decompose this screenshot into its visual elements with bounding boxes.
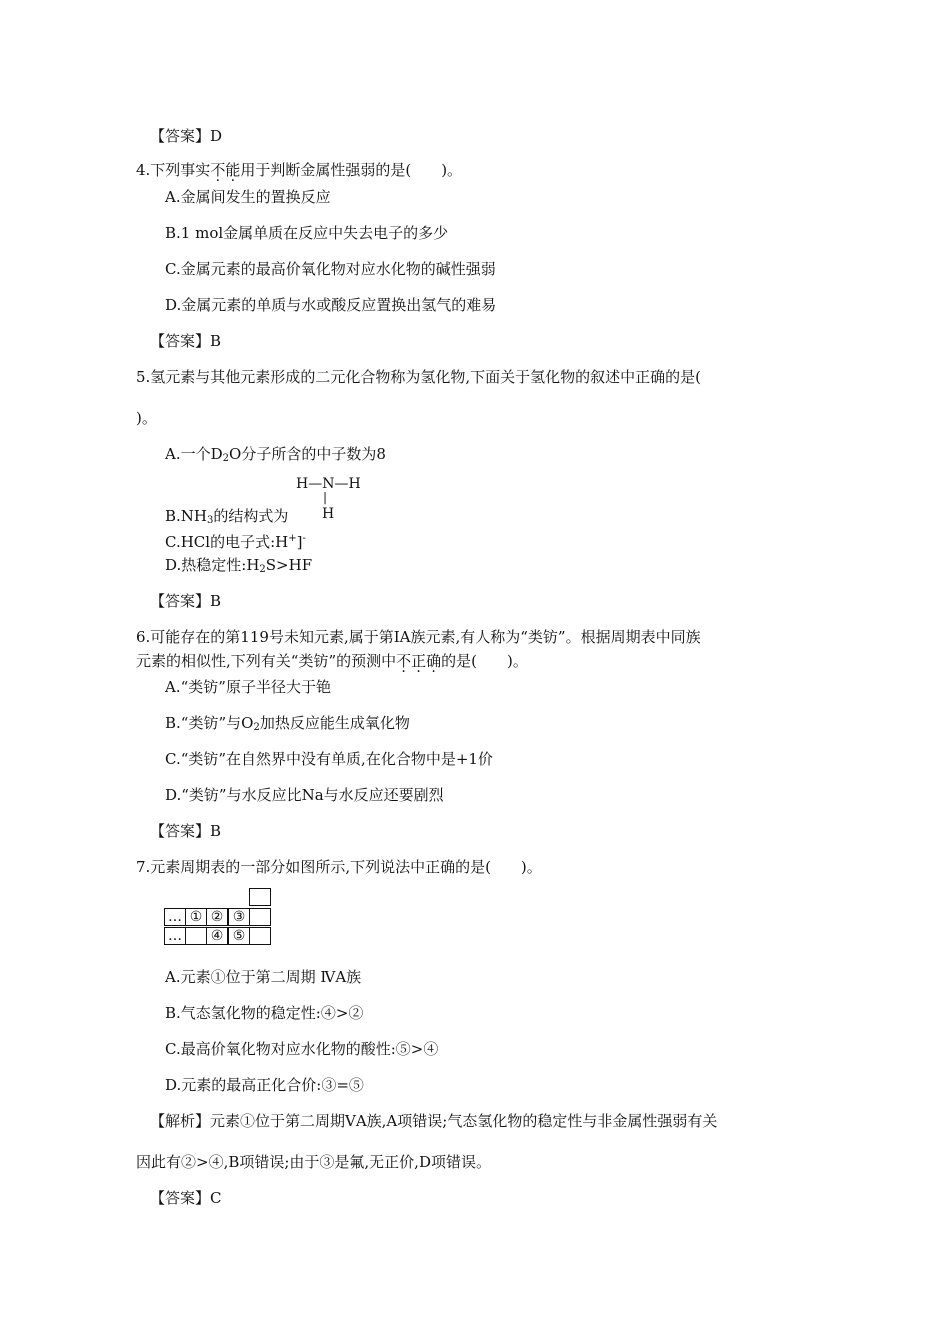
q7-analysis-line2: 因此有②>④,B项错误;由于③是氟,无正价,D项错误。: [136, 1153, 491, 1171]
q6-emphasis: 正: [411, 652, 427, 670]
table-cell: ⑤: [228, 927, 250, 945]
q4-stem-pre: 4.下列事实: [136, 161, 211, 179]
q7-stem: 7.元素周期表的一部分如图所示,下列说法中正确的是( )。: [136, 858, 542, 876]
q4-stem-post: 用于判断金属性强弱的是( )。: [240, 161, 463, 179]
q6-stem-line2: 元素的相似性,下列有关“类钫”的预测中不正确的是( )。: [136, 652, 528, 670]
structure-bond: |: [323, 490, 328, 504]
q5-option-d: D.热稳定性$:H_2S>HF$: [165, 556, 313, 575]
table-cell: [249, 927, 271, 945]
q3-answer: 【答案】D: [150, 127, 223, 145]
q5-stem-line2: )。: [136, 409, 157, 427]
table-cell: ②: [206, 908, 228, 926]
q7-option-a: A.元素①位于第二周期 ⅣA族: [165, 968, 362, 986]
q6-answer: 【答案】B: [150, 822, 222, 840]
q6-option-c: C.“类钫”在自然界中没有单质,在化合物中是+1价: [165, 750, 493, 768]
table-cell: …: [164, 927, 186, 945]
q6-emphasis: 不: [396, 652, 412, 670]
nh3-structure-formula: [296, 476, 366, 526]
q7-option-b: B.气态氢化物的稳定性:④>②: [165, 1004, 364, 1022]
q4-option-b: B.1 mol金属单质在反应中失去电子的多少: [165, 224, 449, 242]
table-cell: ④: [206, 927, 228, 945]
q7-option-c: C.最高价氧化物对应水化物的酸性:⑤>④: [165, 1040, 439, 1058]
q6-option-a: A.“类钫”原子半径大于铯: [165, 678, 331, 696]
q7-answer: 【答案】C: [150, 1189, 222, 1207]
table-cell-top: [249, 888, 271, 906]
q6-emphasis: 确: [426, 652, 442, 670]
q7-analysis-line1: 【解析】元素①位于第二周期ⅤA族,A项错误;气态氢化物的稳定性与非金属性强弱有关: [150, 1112, 718, 1130]
table-cell: [249, 908, 271, 926]
table-cell: ①: [185, 908, 207, 926]
q4-stem: [136, 160, 462, 180]
q5-option-b: $B.NH_3$的结构式为: [165, 507, 289, 526]
table-cell: ③: [228, 908, 250, 926]
q4-answer: 【答案】B: [150, 332, 222, 350]
q5-option-c: C.HCl的电子式:H+]-: [165, 533, 306, 551]
structure-bottom-h: H: [322, 506, 335, 522]
q5-option-a: A.一个$D_2O$分子所含的中子数为8: [165, 445, 386, 464]
q6-option-d: D.“类钫”与水反应比Na与水反应还要剧烈: [165, 786, 444, 804]
table-cell: [185, 927, 207, 945]
q5-answer: 【答案】B: [150, 592, 222, 610]
table-cell: …: [164, 908, 186, 926]
q4-option-d: D.金属元素的单质与水或酸反应置换出氢气的难易: [165, 296, 497, 314]
q4-emphasis: 不: [210, 161, 226, 179]
q4-emphasis: 能: [225, 161, 241, 179]
q7-option-d: D.元素的最高正化合价:③=⑤: [165, 1076, 364, 1094]
q6-stem-line1: 6.可能存在的第119号未知元素,属于第ⅠA族元素,有人称为“类钫”。根据周期表中同族: [136, 628, 701, 646]
q4-option-c: C.金属元素的最高价氧化物对应水化物的碱性强弱: [165, 260, 496, 278]
q5-stem-line1: 5.氢元素与其他元素形成的二元化合物称为氢化物,下面关于氢化物的叙述中正确的是(: [136, 368, 701, 386]
q4-option-a: A.金属间发生的置换反应: [165, 188, 331, 206]
structure-top-row: H—N—H: [296, 476, 361, 492]
q6-option-b: B.“类钫”与$O_2$加热反应能生成氧化物: [165, 714, 410, 733]
